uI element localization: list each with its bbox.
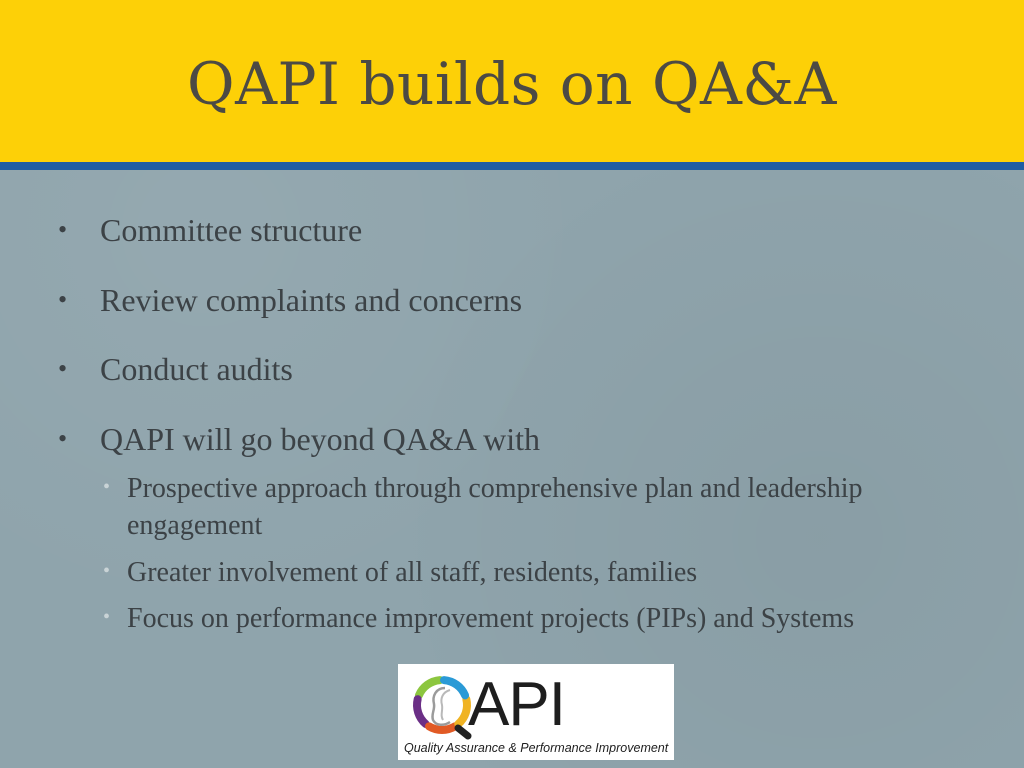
logo-ring-segment: [419, 680, 440, 695]
bullet-text: Conduct audits: [100, 351, 293, 387]
sub-bullet-marker: •: [103, 560, 111, 582]
bullet-item: [58, 281, 960, 319]
logo-ring-segment: [417, 699, 426, 724]
logo-ring-segment: [429, 726, 455, 730]
logo-ring-segment: [458, 699, 467, 724]
sub-bullet-marker: •: [103, 606, 111, 628]
bullet-text: QAPI will go beyond QA&A with: [100, 421, 540, 457]
sub-bullet-text: Prospective approach through comprehensive plan and leadership engagement: [127, 473, 863, 541]
bullet-marker: •: [58, 215, 68, 244]
bullet-item: [58, 211, 960, 249]
logo-tagline: Quality Assurance & Performance Improvement: [404, 741, 669, 755]
bullet-item: [58, 420, 960, 458]
bullet-text: Committee structure: [100, 212, 363, 248]
sub-bullet-item: [103, 600, 897, 637]
sub-bullet-item: [103, 554, 897, 591]
bullet-marker: •: [58, 354, 68, 383]
slide-title: QAPI builds on QA&A: [187, 50, 837, 118]
bullet-item: [58, 350, 960, 388]
sub-bullet-marker: •: [103, 476, 111, 498]
bullet-text: Review complaints and concerns: [100, 282, 523, 318]
logo-ring-segment: [444, 680, 465, 695]
sub-bullet-text: Focus on performance improvement projects (PIPs) and Systems: [127, 603, 855, 634]
bullet-marker: •: [58, 285, 68, 314]
sub-bullet-item: [103, 470, 897, 544]
sub-bullet-text: Greater involvement of all staff, residents, families: [127, 557, 698, 588]
logo-wordmark: API: [468, 670, 565, 739]
bullet-marker: •: [58, 424, 68, 453]
qapi-logo: [398, 664, 674, 760]
